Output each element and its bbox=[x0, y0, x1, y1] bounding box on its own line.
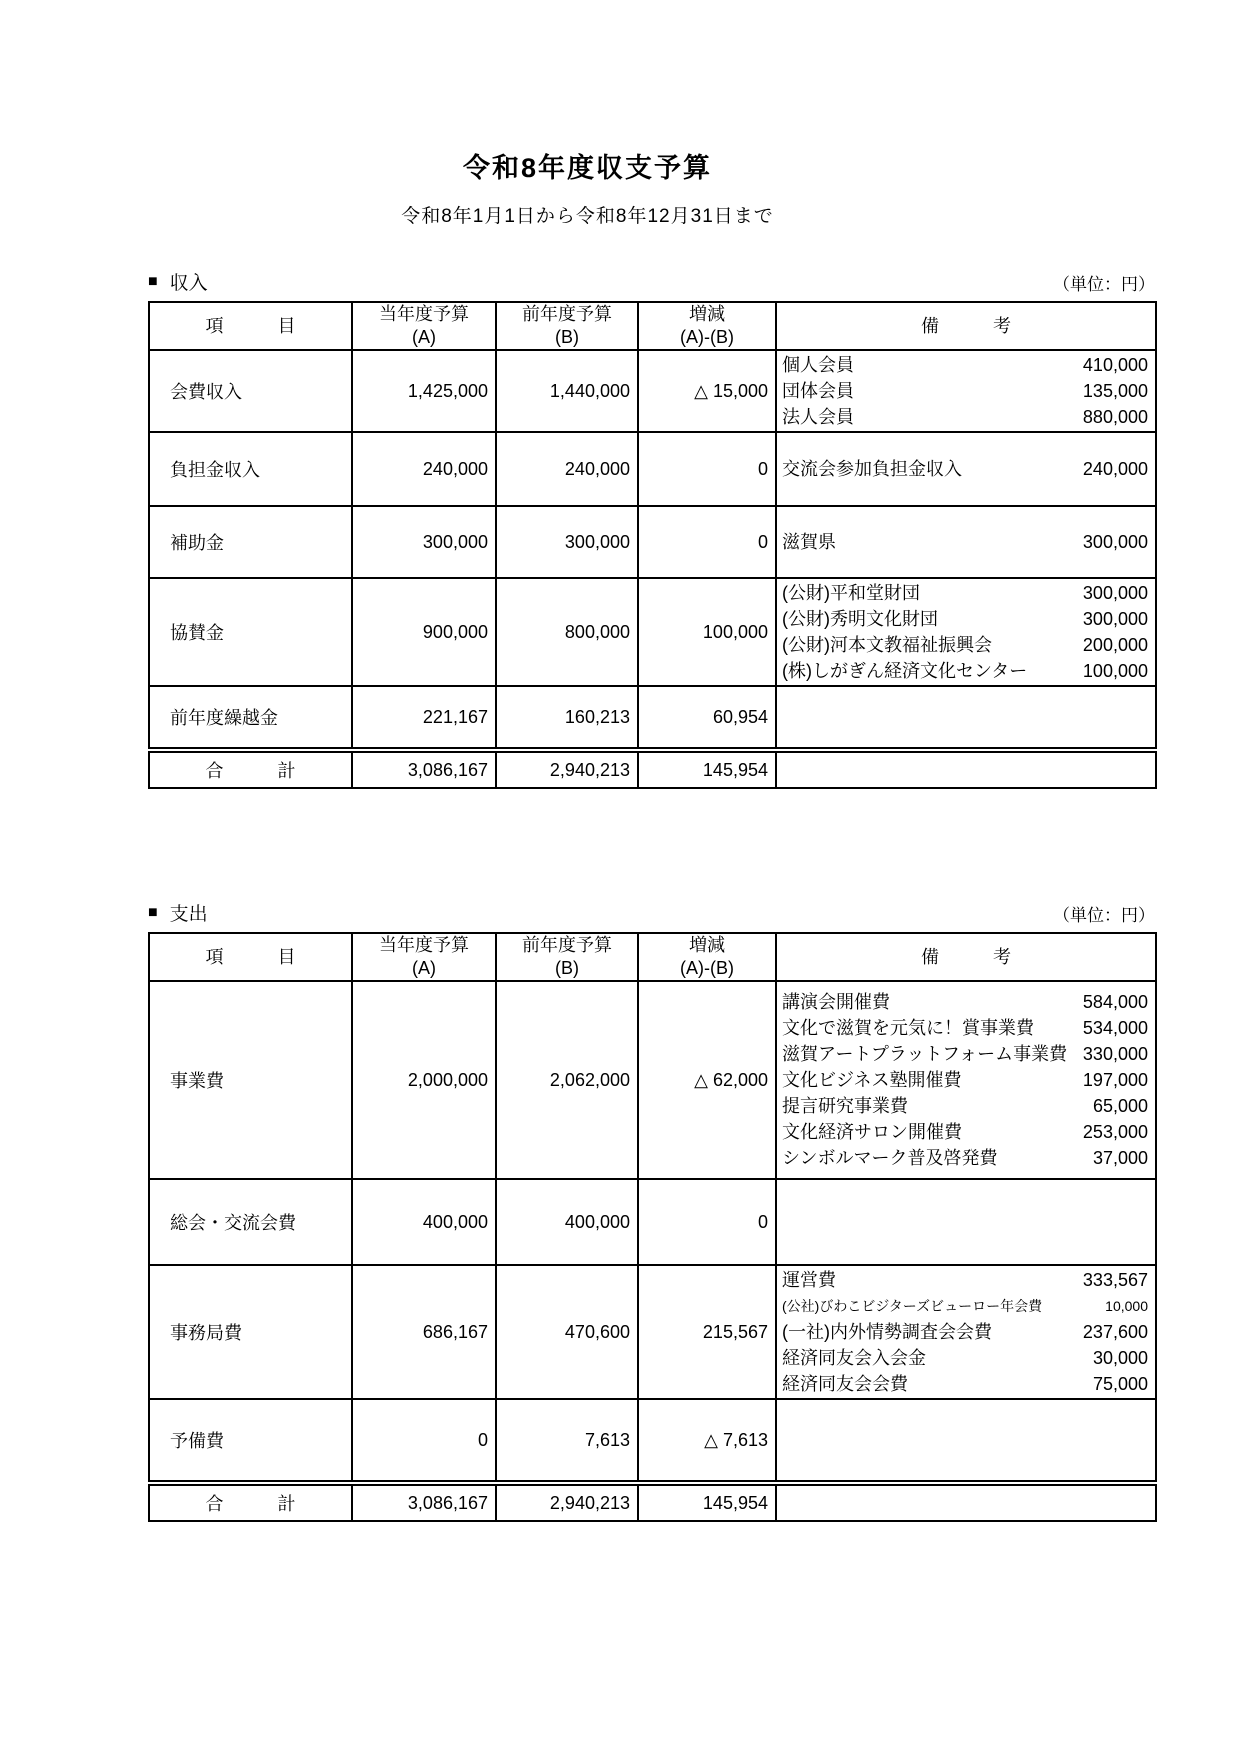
remark-line bbox=[777, 1015, 1155, 1041]
row-current-cell: 2,000,000 bbox=[352, 981, 496, 1179]
row-previous-cell: 300,000 bbox=[496, 506, 638, 578]
row-remarks-cell bbox=[776, 1179, 1156, 1265]
row-remarks-cell bbox=[776, 506, 1156, 578]
row-remarks-cell bbox=[776, 981, 1156, 1179]
row-item-cell: 補助金 bbox=[149, 506, 352, 578]
remark-label: 文化経済サロン開催費 bbox=[782, 1122, 962, 1142]
remark-label: (公財)平和堂財団 bbox=[782, 583, 920, 603]
row-item-cell: 会費収入 bbox=[149, 350, 352, 432]
total-label-cell: 合 計 bbox=[149, 750, 352, 788]
row-item-cell: 事業費 bbox=[149, 981, 352, 1179]
income-unit-label: （単位：円） bbox=[1053, 275, 1155, 294]
income-section-label bbox=[148, 268, 208, 295]
table-row bbox=[149, 1265, 1156, 1399]
row-current-cell: 0 bbox=[352, 1399, 496, 1483]
remark-amount: 197,000 bbox=[1082, 1070, 1148, 1090]
remark-line bbox=[777, 352, 1155, 378]
row-previous-cell: 1,440,000 bbox=[496, 350, 638, 432]
page-subtitle: 令和8年1月1日から令和8年12月31日まで bbox=[401, 206, 774, 227]
row-current-cell: 900,000 bbox=[352, 578, 496, 686]
remark-label: (株)しがぎん経済文化センター bbox=[782, 661, 1028, 681]
remark-label: 滋賀アートプラットフォーム事業費 bbox=[782, 1044, 1068, 1064]
remark-label: 法人会員 bbox=[782, 407, 854, 427]
remark-line bbox=[777, 378, 1155, 404]
row-previous-cell: 2,062,000 bbox=[496, 981, 638, 1179]
remark-line bbox=[777, 1119, 1155, 1145]
remark-line bbox=[777, 1345, 1155, 1371]
remark-line bbox=[777, 456, 1155, 482]
remarks-list bbox=[777, 1267, 1155, 1397]
row-current-cell: 686,167 bbox=[352, 1265, 496, 1399]
remark-line bbox=[777, 580, 1155, 606]
row-remarks-cell bbox=[776, 350, 1156, 432]
remark-label: 提言研究事業費 bbox=[782, 1096, 908, 1116]
row-diff-cell: 0 bbox=[638, 506, 776, 578]
remark-label: シンボルマーク普及啓発費 bbox=[782, 1148, 998, 1168]
total-previous-cell: 2,940,213 bbox=[496, 1483, 638, 1521]
col-header-diff-sub: (A)-(B) bbox=[680, 327, 734, 347]
col-header-current bbox=[352, 302, 496, 350]
section-square-icon: ■ bbox=[148, 272, 158, 290]
remark-amount: 30,000 bbox=[1092, 1348, 1148, 1368]
row-remarks-cell bbox=[776, 686, 1156, 750]
row-remarks-cell bbox=[776, 1265, 1156, 1399]
remarks-list bbox=[777, 352, 1155, 430]
remark-line bbox=[777, 658, 1155, 684]
col-header-current-sub: (A) bbox=[412, 327, 436, 347]
page-title: 令和8年度収支予算 bbox=[462, 153, 713, 183]
col-header-previous bbox=[496, 302, 638, 350]
remarks-list bbox=[777, 989, 1155, 1171]
remark-line bbox=[777, 632, 1155, 658]
income-header-row bbox=[149, 302, 1156, 350]
col-header-diff-sub: (A)-(B) bbox=[680, 958, 734, 978]
col-header-remarks: 備 考 bbox=[776, 302, 1156, 350]
remark-line bbox=[777, 1041, 1155, 1067]
table-row bbox=[149, 432, 1156, 506]
remark-amount: 410,000 bbox=[1082, 355, 1148, 375]
total-previous-cell: 2,940,213 bbox=[496, 750, 638, 788]
remark-amount: 240,000 bbox=[1082, 459, 1148, 479]
col-header-item: 項 目 bbox=[149, 933, 352, 981]
row-previous-cell: 240,000 bbox=[496, 432, 638, 506]
remark-line bbox=[777, 1319, 1155, 1345]
remark-line bbox=[777, 1371, 1155, 1397]
row-current-cell: 221,167 bbox=[352, 686, 496, 750]
remark-label: (一社)内外情勢調査会会費 bbox=[782, 1322, 992, 1342]
remark-amount: 300,000 bbox=[1082, 583, 1148, 603]
row-previous-cell: 800,000 bbox=[496, 578, 638, 686]
row-diff-cell: 215,567 bbox=[638, 1265, 776, 1399]
title-block bbox=[20, 146, 1155, 228]
row-remarks-cell bbox=[776, 1399, 1156, 1483]
expense-section-header bbox=[148, 899, 1155, 926]
remark-amount: 880,000 bbox=[1082, 407, 1148, 427]
table-row bbox=[149, 1399, 1156, 1483]
row-item-cell: 総会・交流会費 bbox=[149, 1179, 352, 1265]
table-row bbox=[149, 686, 1156, 750]
remark-line bbox=[777, 529, 1155, 555]
col-header-previous-sub: (B) bbox=[555, 958, 579, 978]
remark-amount: 37,000 bbox=[1092, 1148, 1148, 1168]
remark-amount: 100,000 bbox=[1082, 661, 1148, 681]
income-section-title: 収入 bbox=[169, 273, 208, 294]
remark-label: 団体会員 bbox=[782, 381, 854, 401]
expense-total-row bbox=[149, 1483, 1156, 1521]
remark-label: (公財)秀明文化財団 bbox=[782, 609, 938, 629]
col-header-diff-label: 増減 bbox=[689, 304, 725, 324]
total-remarks-cell bbox=[776, 1483, 1156, 1521]
row-item-cell: 協賛金 bbox=[149, 578, 352, 686]
expense-section-label bbox=[148, 899, 208, 926]
row-current-cell: 400,000 bbox=[352, 1179, 496, 1265]
remark-label: 個人会員 bbox=[782, 355, 854, 375]
row-remarks-cell bbox=[776, 432, 1156, 506]
row-current-cell: 240,000 bbox=[352, 432, 496, 506]
total-diff-cell: 145,954 bbox=[638, 1483, 776, 1521]
remark-amount: 300,000 bbox=[1082, 532, 1148, 552]
expense-section bbox=[148, 899, 1155, 1522]
remark-label: 滋賀県 bbox=[782, 532, 836, 552]
row-diff-cell: △ 15,000 bbox=[638, 350, 776, 432]
remark-amount: 200,000 bbox=[1082, 635, 1148, 655]
col-header-diff bbox=[638, 933, 776, 981]
remark-label: 交流会参加負担金収入 bbox=[782, 459, 962, 479]
total-label-cell: 合 計 bbox=[149, 1483, 352, 1521]
remarks-list bbox=[777, 580, 1155, 684]
remark-label: (公財)河本文教福祉振興会 bbox=[782, 635, 992, 655]
income-total-row bbox=[149, 750, 1156, 788]
total-current-cell: 3,086,167 bbox=[352, 750, 496, 788]
remark-amount: 534,000 bbox=[1082, 1018, 1148, 1038]
row-item-cell: 事務局費 bbox=[149, 1265, 352, 1399]
income-section-header bbox=[148, 268, 1155, 295]
remark-label: 経済同友会入会金 bbox=[782, 1348, 926, 1368]
remark-line bbox=[777, 1145, 1155, 1171]
row-item-cell: 予備費 bbox=[149, 1399, 352, 1483]
remark-amount: 330,000 bbox=[1082, 1044, 1148, 1064]
col-header-remarks: 備 考 bbox=[776, 933, 1156, 981]
remark-label: (公社)びわこビジターズビューロー年会費 bbox=[782, 1298, 1043, 1314]
total-diff-cell: 145,954 bbox=[638, 750, 776, 788]
table-row bbox=[149, 506, 1156, 578]
section-square-icon: ■ bbox=[148, 903, 158, 921]
row-diff-cell: 0 bbox=[638, 432, 776, 506]
col-header-previous-label: 前年度予算 bbox=[522, 935, 612, 955]
expense-header-row bbox=[149, 933, 1156, 981]
table-row bbox=[149, 981, 1156, 1179]
remark-amount: 10,000 bbox=[1105, 1298, 1148, 1314]
remark-line bbox=[777, 989, 1155, 1015]
row-item-cell: 負担金収入 bbox=[149, 432, 352, 506]
row-remarks-cell bbox=[776, 578, 1156, 686]
remark-line bbox=[777, 606, 1155, 632]
col-header-item: 項 目 bbox=[149, 302, 352, 350]
remark-amount: 65,000 bbox=[1092, 1096, 1148, 1116]
remark-label: 経済同友会会費 bbox=[782, 1374, 908, 1394]
remark-amount: 584,000 bbox=[1082, 992, 1148, 1012]
remarks-list bbox=[777, 456, 1155, 482]
table-row bbox=[149, 1179, 1156, 1265]
row-previous-cell: 7,613 bbox=[496, 1399, 638, 1483]
remark-label: 文化で滋賀を元気に！賞事業費 bbox=[782, 1018, 1034, 1038]
remark-line bbox=[777, 1293, 1155, 1319]
row-diff-cell: 100,000 bbox=[638, 578, 776, 686]
col-header-diff-label: 増減 bbox=[689, 935, 725, 955]
col-header-current-sub: (A) bbox=[412, 958, 436, 978]
remark-amount: 237,600 bbox=[1082, 1322, 1148, 1342]
remark-line bbox=[777, 1267, 1155, 1293]
row-item-cell: 前年度繰越金 bbox=[149, 686, 352, 750]
total-current-cell: 3,086,167 bbox=[352, 1483, 496, 1521]
col-header-previous-label: 前年度予算 bbox=[522, 304, 612, 324]
table-row bbox=[149, 350, 1156, 432]
total-remarks-cell bbox=[776, 750, 1156, 788]
remark-amount: 333,567 bbox=[1082, 1270, 1148, 1290]
row-diff-cell: 0 bbox=[638, 1179, 776, 1265]
row-previous-cell: 400,000 bbox=[496, 1179, 638, 1265]
col-header-current-label: 当年度予算 bbox=[379, 935, 469, 955]
remark-amount: 300,000 bbox=[1082, 609, 1148, 629]
remark-line bbox=[777, 1067, 1155, 1093]
remark-amount: 253,000 bbox=[1082, 1122, 1148, 1142]
row-previous-cell: 160,213 bbox=[496, 686, 638, 750]
row-diff-cell: △ 7,613 bbox=[638, 1399, 776, 1483]
expense-section-title: 支出 bbox=[169, 904, 208, 925]
row-current-cell: 300,000 bbox=[352, 506, 496, 578]
col-header-previous-sub: (B) bbox=[555, 327, 579, 347]
row-current-cell: 1,425,000 bbox=[352, 350, 496, 432]
col-header-current-label: 当年度予算 bbox=[379, 304, 469, 324]
remark-amount: 75,000 bbox=[1092, 1374, 1148, 1394]
income-table bbox=[148, 301, 1157, 789]
income-section bbox=[148, 268, 1155, 789]
row-diff-cell: 60,954 bbox=[638, 686, 776, 750]
row-diff-cell: △ 62,000 bbox=[638, 981, 776, 1179]
expense-table bbox=[148, 932, 1157, 1522]
expense-unit-label: （単位：円） bbox=[1053, 906, 1155, 925]
remark-label: 文化ビジネス塾開催費 bbox=[782, 1070, 962, 1090]
col-header-current bbox=[352, 933, 496, 981]
table-row bbox=[149, 578, 1156, 686]
row-previous-cell: 470,600 bbox=[496, 1265, 638, 1399]
remarks-list bbox=[777, 529, 1155, 555]
col-header-diff bbox=[638, 302, 776, 350]
remark-amount: 135,000 bbox=[1082, 381, 1148, 401]
remark-line bbox=[777, 404, 1155, 430]
remark-label: 講演会開催費 bbox=[782, 992, 890, 1012]
col-header-previous bbox=[496, 933, 638, 981]
remark-label: 運営費 bbox=[782, 1270, 836, 1290]
remark-line bbox=[777, 1093, 1155, 1119]
